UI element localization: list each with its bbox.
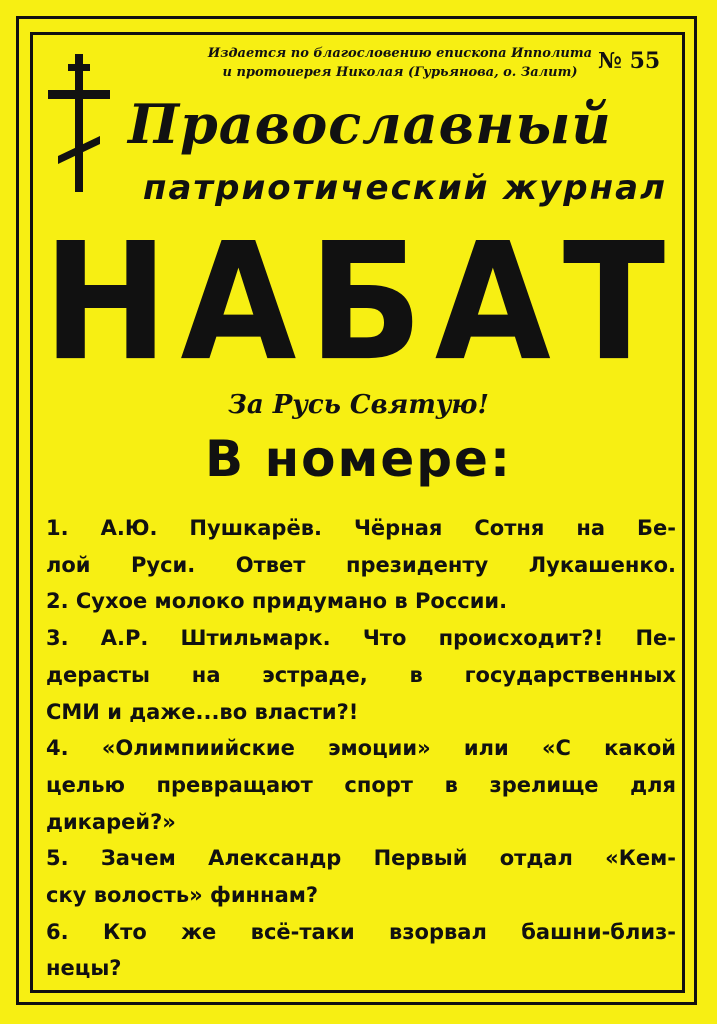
motto: За Русь Святую!	[228, 390, 489, 420]
contents-line: 4. «Олимпиийские эмоции» или «С какой	[46, 736, 676, 761]
magazine-subtitle: патриотический журнал	[143, 168, 667, 208]
issue-number: № 55	[598, 48, 661, 74]
contents-line: целью превращают спорт в зрелище для	[46, 772, 676, 797]
contents-heading: В номере:	[205, 430, 512, 488]
contents-line: 2. Сухое молоко придумано в России.	[46, 589, 508, 614]
contents-line: дикарей?»	[46, 809, 176, 834]
contents-line: 5. Зачем Александр Первый отдал «Кем-	[46, 846, 676, 871]
contents-line: лой Руси. Ответ президенту Лукашенко.	[46, 552, 676, 577]
magazine-title: Православный	[128, 92, 612, 156]
blessing-line-1: Издается по благословению епископа Ипполита	[207, 46, 593, 61]
contents-line: ску волость» финнам?	[46, 883, 319, 908]
contents-line: 1. А.Ю. Пушкарёв. Чёрная Сотня на Бе-	[46, 516, 676, 540]
contents-list	[46, 510, 676, 987]
contents-line: нецы?	[46, 956, 122, 981]
contents-line: СМИ и даже...во власти?!	[46, 699, 359, 724]
contents-line: 6. Кто же всё-таки взорвал башни-близ-	[46, 919, 676, 944]
blessing-line-2: и протоиерея Николая (Гурьянова, о. Залит)	[222, 65, 578, 80]
magazine-name: НАБАТ	[42, 209, 678, 397]
orthodox-cross-icon	[44, 54, 114, 192]
contents-line: 3. А.Р. Штильмарк. Что происходит?! Пе-	[46, 626, 676, 651]
contents-line: дерасты на эстраде, в государственных	[46, 662, 676, 687]
blessing-note	[205, 44, 595, 82]
